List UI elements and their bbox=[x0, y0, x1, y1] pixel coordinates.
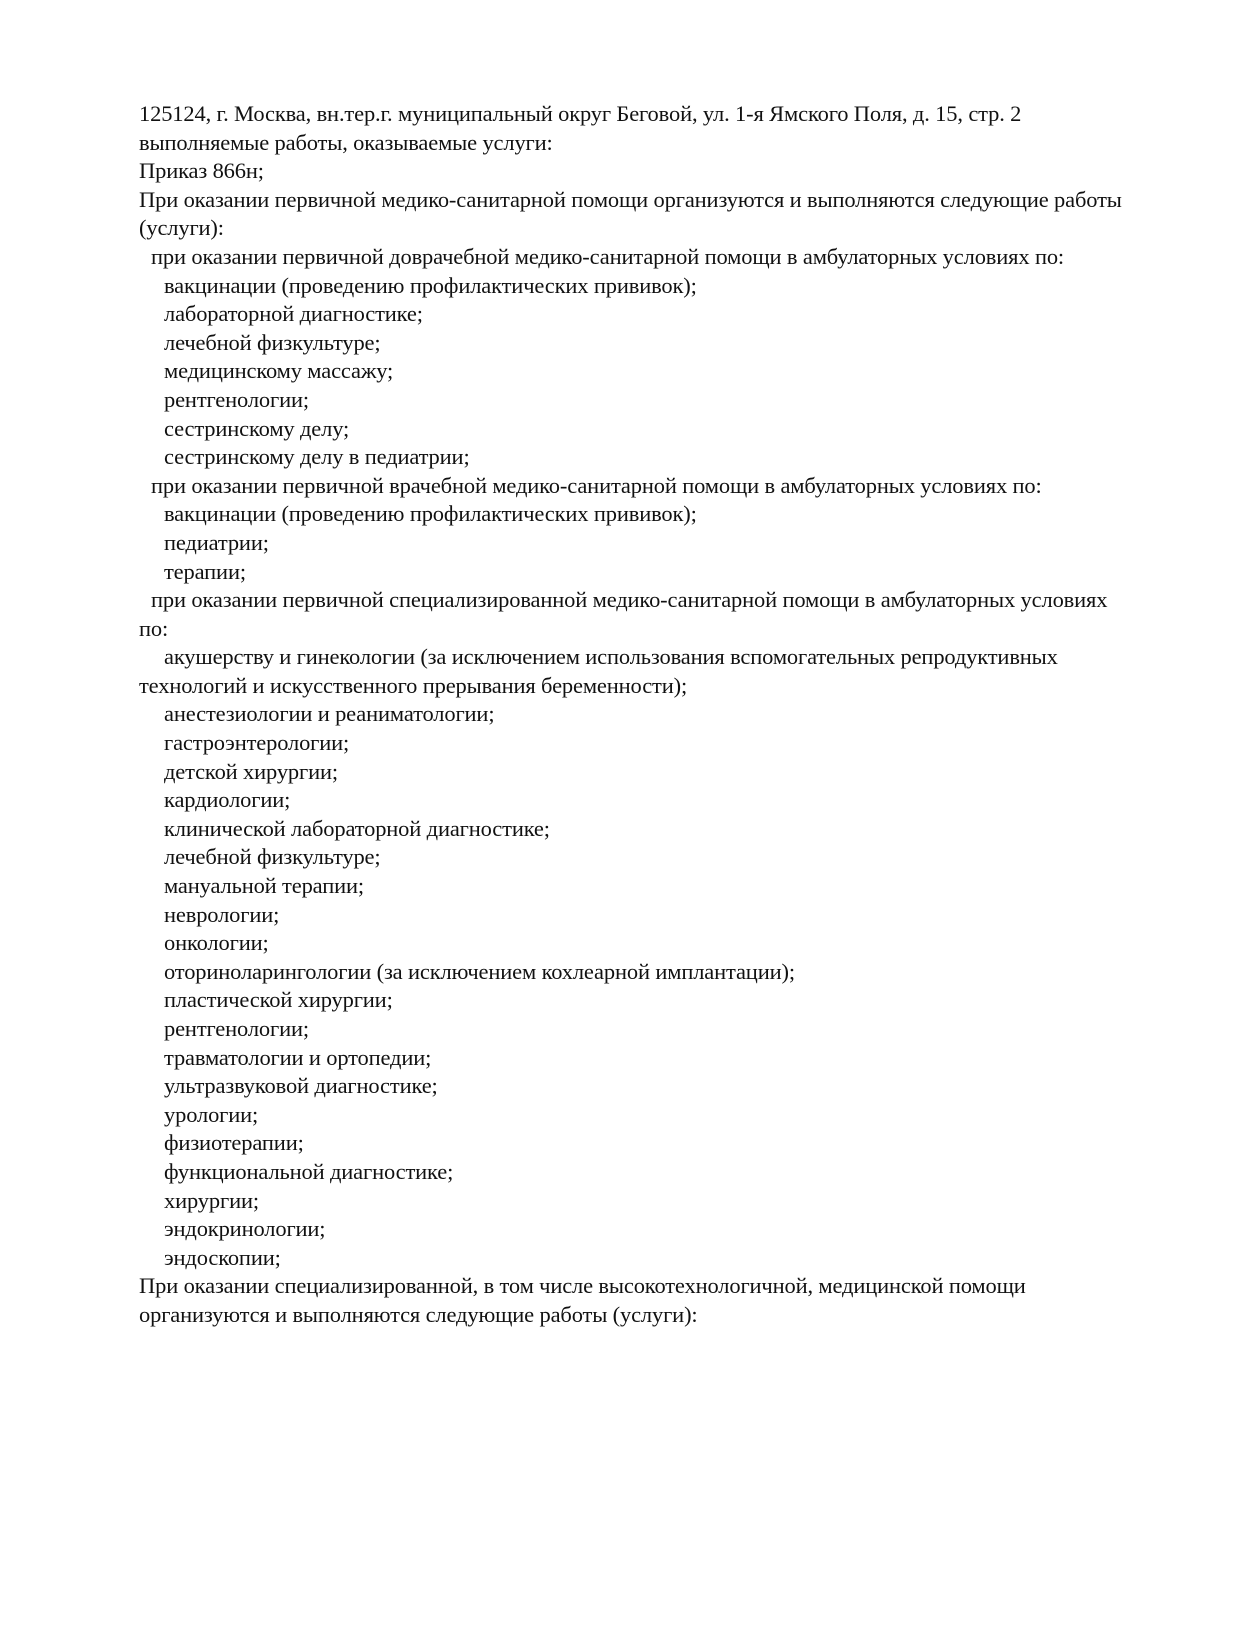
list-item: функциональной диагностике; bbox=[164, 1158, 454, 1184]
list-item: лечебной физкультуре; bbox=[164, 844, 381, 870]
list-item: терапии; bbox=[164, 558, 246, 584]
list-item: вакцинации (проведению профилактических прививок); bbox=[164, 272, 697, 298]
primary-care-intro: При оказании первичной медико-санитарной помощи организуются и выполняются следующие работы (услуги): bbox=[139, 186, 1128, 241]
list-item: рентгенологии; bbox=[164, 386, 309, 412]
list-item: гастроэнтерологии; bbox=[164, 730, 350, 756]
list-item: неврологии; bbox=[164, 901, 280, 927]
list-item: детской хирургии; bbox=[164, 758, 338, 784]
list-item: вакцинации (проведению профилактических прививок); bbox=[164, 501, 697, 527]
section-title: при оказании первичной специализированной медико-санитарной помощи в амбулаторных условиях по: bbox=[139, 587, 1113, 641]
list-item: хирургии; bbox=[164, 1187, 259, 1213]
section-specialized-primary bbox=[139, 586, 1139, 1272]
list-item: физиотерапии; bbox=[164, 1130, 304, 1156]
list-item: онкологии; bbox=[164, 930, 269, 956]
list-item: анестезиологии и реаниматологии; bbox=[164, 701, 495, 727]
section-prehospital bbox=[139, 243, 1139, 472]
list-item: акушерству и гинекологии (за исключением использования вспомогательных репродуктивных технологий и искусственного прерывания беременности); bbox=[139, 644, 1064, 698]
list-item: медицинскому массажу; bbox=[164, 358, 394, 384]
list-item: педиатрии; bbox=[164, 529, 269, 555]
list-item: лабораторной диагностике; bbox=[164, 301, 423, 327]
list-item: травматологии и ортопедии; bbox=[164, 1044, 432, 1070]
list-item: урологии; bbox=[164, 1101, 259, 1127]
works-heading: выполняемые работы, оказываемые услуги: bbox=[139, 129, 553, 155]
specialized-care-intro: При оказании специализированной, в том числе высокотехнологичной, медицинской помощи организуются и выполняются следующие работы (услуги): bbox=[139, 1273, 1032, 1327]
list-item: сестринскому делу; bbox=[164, 415, 350, 441]
list-item: сестринскому делу в педиатрии; bbox=[164, 444, 470, 470]
list-item: кардиологии; bbox=[164, 787, 291, 813]
document-page bbox=[139, 100, 1139, 1330]
list-item: оториноларингологии (за исключением кохлеарной имплантации); bbox=[164, 958, 795, 984]
list-item: лечебной физкультуре; bbox=[164, 329, 381, 355]
section-title: при оказании первичной доврачебной медико-санитарной помощи в амбулаторных условиях по: bbox=[151, 243, 1065, 269]
section-physician bbox=[139, 472, 1139, 586]
list-item: ультразвуковой диагностике; bbox=[164, 1073, 438, 1099]
list-item: мануальной терапии; bbox=[164, 873, 364, 899]
address: 125124, г. Москва, вн.тер.г. муниципальный округ Беговой, ул. 1-я Ямского Поля, д. 15, стр. 2 bbox=[139, 101, 1022, 126]
list-item: пластической хирургии; bbox=[164, 987, 393, 1013]
list-item: клинической лабораторной диагностике; bbox=[164, 815, 550, 841]
list-item: рентгенологии; bbox=[164, 1016, 309, 1041]
list-item: эндоскопии; bbox=[164, 1244, 281, 1270]
list-item: эндокринологии; bbox=[164, 1216, 326, 1242]
order-reference: Приказ 866н; bbox=[139, 158, 264, 184]
section-title: при оказании первичной врачебной медико-санитарной помощи в амбулаторных условиях по: bbox=[151, 472, 1042, 498]
